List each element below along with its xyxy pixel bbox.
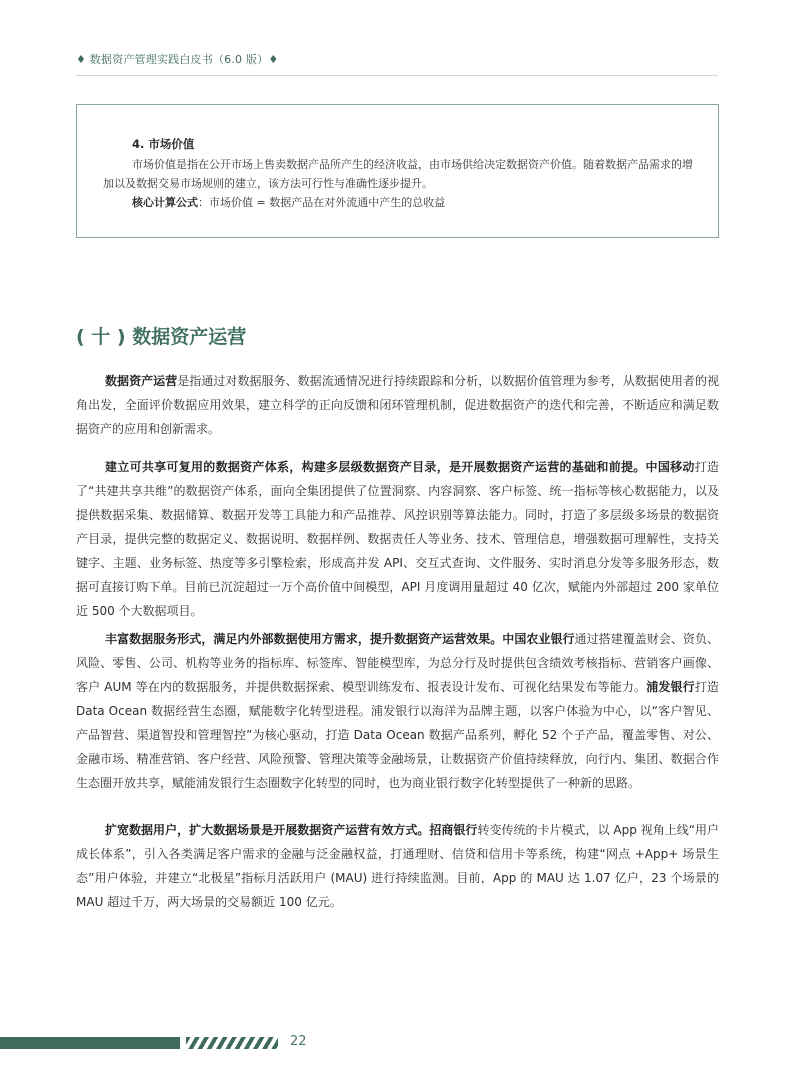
footer-bar [0, 1037, 180, 1049]
box-paragraph: 市场价值是指在公开市场上售卖数据产品所产生的经济收益，由市场供给决定数据资产价值。随着数据产品需求的增加以及数据交易市场规则的建立，该方法可行性与准确性逐步提升。 [103, 158, 693, 190]
bold-lead: 建立可共享可复用的数据资产体系，构建多层级数据资产目录，是开展数据资产运营的基础和前提。中国移动 [105, 460, 695, 474]
page-number: 22 [290, 1034, 307, 1049]
box-formula [132, 194, 445, 210]
running-header: ♦ 数据资产管理实践白皮书（6.0 版）♦ [76, 53, 279, 66]
paragraph-data-asset-operation [76, 369, 719, 441]
market-value-box [76, 104, 719, 238]
paragraph-cmb [76, 818, 719, 914]
paragraph-text: 是指通过对数据服务、数据流通情况进行持续跟踪和分析，以数据价值管理为参考，从数据使用者的视角出发，全面评价数据应用效果，建立科学的正向反馈和闭环管理机制，促进数据资产的迭代和完善，不断适应和满足数据资产的应用和创新需求。 [76, 374, 719, 436]
header-divider [76, 75, 718, 76]
section-heading: ( 十 ) 数据资产运营 [76, 326, 247, 348]
paragraph-text: 通过搭建覆盖财会、资负、风险、零售、公司、机构等业务的指标库、标签库、智能模型库，为总分行及时提供包含绩效考核指标、营销客户画像、客户 AUM 等在内的数据服务，并提供数据探索、模型训练发布、报表设计发布、可视化结果发布等能力。 [76, 632, 719, 694]
box-title: 4. 市场价值 [132, 137, 195, 151]
formula-text: ：市场价值 = 数据产品在对外流通中产生的总收益 [198, 196, 446, 209]
bold-lead: 扩宽数据用户，扩大数据场景是开展数据资产运营有效方式。招商银行 [105, 823, 478, 837]
paragraph-text: 打造 Data Ocean 数据经营生态圈，赋能数字化转型进程。浦发银行以海洋为品牌主题，以客户体验为中心，以“客户智见、产品智营、渠道智投和管理智控”为核心驱动，打造 Data Ocean 数据产品系列，孵化 52 个子产品，覆盖零售、对公、金融市场、精准营销、客户经营、风险预警、管理决策等金融场景，让数据资产价值持续释放，向行内、集团、数据合作生态圈开放共享，赋能浦发银行生态圈数字化转型的同时，也为商业银行数字化转型提供了一种新的思路。 [76, 680, 719, 790]
paragraph-text: 转变传统的卡片模式，以 App 视角上线“用户成长体系”，引入各类满足客户需求的金融与泛金融权益，打通理财、信贷和信用卡等系统，构建“网点 +App+ 场景生态”用户体验，并建立“北极星”指标月活跃用户 (MAU) 进行持续监测。目前，App 的 MAU 达 1.07 亿户，23 个场景的 MAU 超过千万，两大场景的交易额近 100 亿元。 [76, 823, 719, 909]
formula-label: 核心计算公式 [132, 196, 198, 209]
paragraph-abc-spdb [76, 627, 719, 795]
paragraph-china-mobile [76, 455, 719, 623]
bold-lead: 丰富数据服务形式，满足内外部数据使用方需求，提升数据资产运营效果。中国农业银行 [105, 632, 575, 646]
footer-stripes [186, 1037, 278, 1049]
bold-bank-name: 浦发银行 [646, 680, 695, 694]
bold-lead: 数据资产运营 [105, 374, 178, 388]
paragraph-text: 打造了“共建共享共维”的数据资产体系，面向全集团提供了位置洞察、内容洞察、客户标签、统一指标等核心数据能力，以及提供数据采集、数据储算、数据开发等工具能力和产品推荐、风控识别等算法能力。同时，打造了多层级多场景的数据资产目录，提供完整的数据定义、数据说明、数据样例、数据责任人等业务、技术、管理信息，增强数据可理解性，支持关键字、主题、业务标签、热度等多引擎检索，形成高并发 API、交互式查询、文件服务、实时消息分发等多服务形态，数据可直接订购下单。目前已沉淀超过一万个高价值中间模型，API 月度调用量超过 40 亿次，赋能内外部超过 200 家单位近 500 个大数据项目。 [76, 460, 719, 618]
